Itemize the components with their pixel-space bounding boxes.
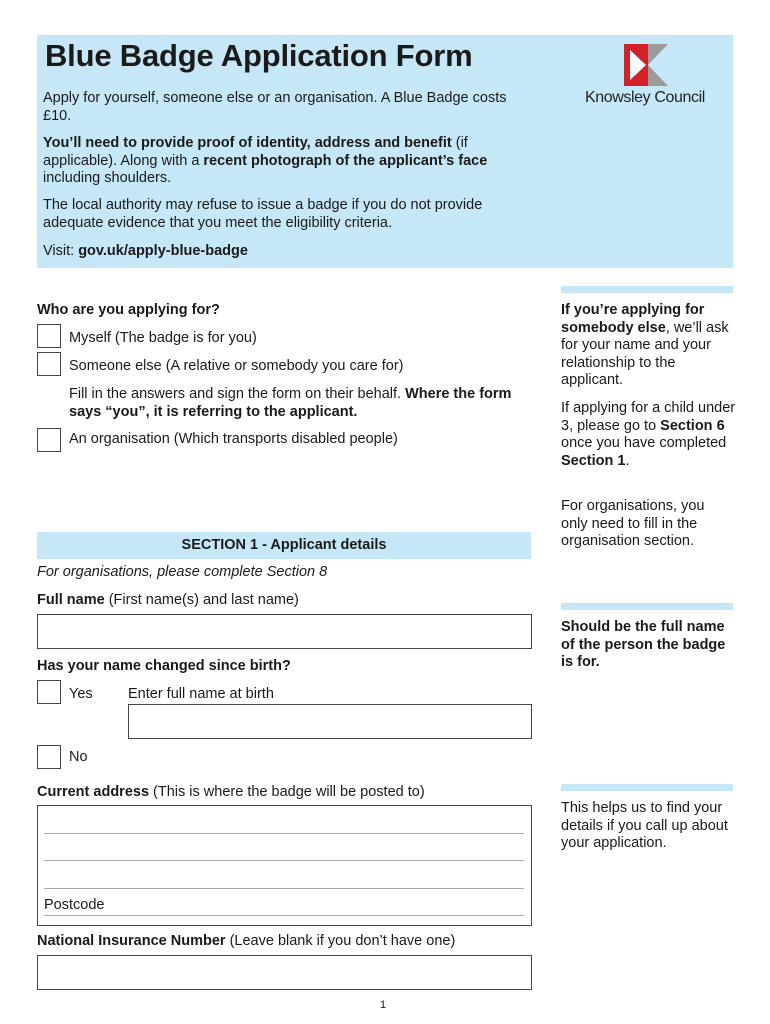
ni-label	[37, 933, 455, 951]
yes-label: Yes	[69, 686, 93, 702]
proof-bold-2: recent photograph of the applicant’s face	[203, 152, 488, 169]
visit-label: Visit:	[43, 243, 79, 259]
sidebar-note-ni: This helps us to find your details if you call up about your application.	[561, 800, 728, 851]
section-1-heading: SECTION 1 - Applicant details	[37, 532, 531, 559]
sidebar-note1-text: , we’ll ask for your name and your relationship to the applicant.	[561, 319, 729, 388]
ni-label-bold: National Insurance Number	[37, 933, 226, 949]
full-name-hint: (First name(s) and last name)	[104, 592, 299, 608]
sidebar-note1-bold: If you’re applying for somebody else	[561, 302, 705, 336]
sidebar-note2-b1: Section 6	[660, 417, 725, 434]
sidebar-note2-t2: once you have completed	[561, 435, 727, 451]
name-changed-no-checkbox[interactable]	[37, 745, 61, 769]
proof-paragraph	[43, 135, 513, 188]
proof-text-1: (if applicable). Along with a	[43, 135, 468, 169]
organisation-label: An organisation (Which transports disabled people)	[69, 431, 398, 447]
name-changed-yes-checkbox[interactable]	[37, 680, 61, 704]
address-hint: (This is where the badge will be posted to)	[149, 784, 425, 800]
proof-bold-1: You’ll need to provide proof of identity, address and benefit	[43, 135, 452, 151]
council-name: Knowsley Council	[585, 89, 705, 106]
address-input[interactable]	[37, 805, 532, 926]
sidebar-note2-t1: If applying for a child under 3, please go to	[561, 400, 736, 434]
ni-input[interactable]	[37, 955, 532, 990]
myself-checkbox[interactable]	[37, 324, 61, 348]
page-title: Blue Badge Application Form	[45, 38, 473, 73]
postcode-label: Postcode	[44, 897, 105, 913]
address-label	[37, 784, 425, 802]
birth-name-label: Enter full name at birth	[128, 686, 274, 702]
address-line-3	[44, 888, 524, 889]
intro-paragraph: Apply for yourself, someone else or an organisation. A Blue Badge costs £10.	[43, 90, 507, 124]
sidebar-divider-1	[561, 286, 733, 293]
sidebar-note-someone-else	[561, 302, 736, 390]
sidebar-divider-3	[561, 784, 733, 791]
visit-link[interactable]: gov.uk/apply-blue-badge	[78, 243, 248, 259]
no-label: No	[69, 749, 88, 765]
who-question: Who are you applying for?	[37, 302, 220, 318]
full-name-input[interactable]	[37, 614, 532, 649]
sidebar-note-organisations: For organisations, you only need to fill in the organisation section.	[561, 498, 705, 549]
myself-label: Myself (The badge is for you)	[69, 330, 257, 346]
organisation-checkbox[interactable]	[37, 428, 61, 452]
address-line-2	[44, 860, 524, 861]
sidebar-note2-t3: .	[625, 452, 630, 469]
visit-line	[43, 243, 248, 261]
proof-text-2: including shoulders.	[43, 170, 172, 186]
sidebar-note2-b2: Section 1	[561, 452, 626, 469]
knowsley-logo-icon	[622, 42, 672, 88]
someone-else-label: Someone else (A relative or somebody you care for)	[69, 358, 404, 374]
page-number: 1	[380, 999, 387, 1011]
organisation-note: For organisations, please complete Section 8	[37, 564, 328, 580]
address-label-bold: Current address	[37, 784, 150, 800]
someone-else-checkbox[interactable]	[37, 352, 61, 376]
note-bold: Where the form says “you”, it is referring to the applicant.	[69, 386, 512, 420]
note-plain: Fill in the answers and sign the form on their behalf.	[69, 386, 406, 402]
sidebar-note-child	[561, 400, 736, 470]
someone-else-note	[69, 386, 519, 421]
birth-name-input[interactable]	[128, 704, 532, 739]
sidebar-note-full-name: Should be the full name of the person the badge is for.	[561, 619, 726, 670]
sidebar-divider-2	[561, 603, 733, 610]
full-name-label	[37, 592, 299, 610]
postcode-line	[44, 915, 524, 916]
full-name-label-bold: Full name	[37, 592, 105, 608]
name-changed-question: Has your name changed since birth?	[37, 658, 291, 674]
eligibility-paragraph: The local authority may refuse to issue a badge if you do not provide adequate evidence that you meet the eligibility criteria.	[43, 197, 483, 231]
ni-hint: (Leave blank if you don’t have one)	[225, 933, 456, 949]
address-line-1	[44, 833, 524, 834]
